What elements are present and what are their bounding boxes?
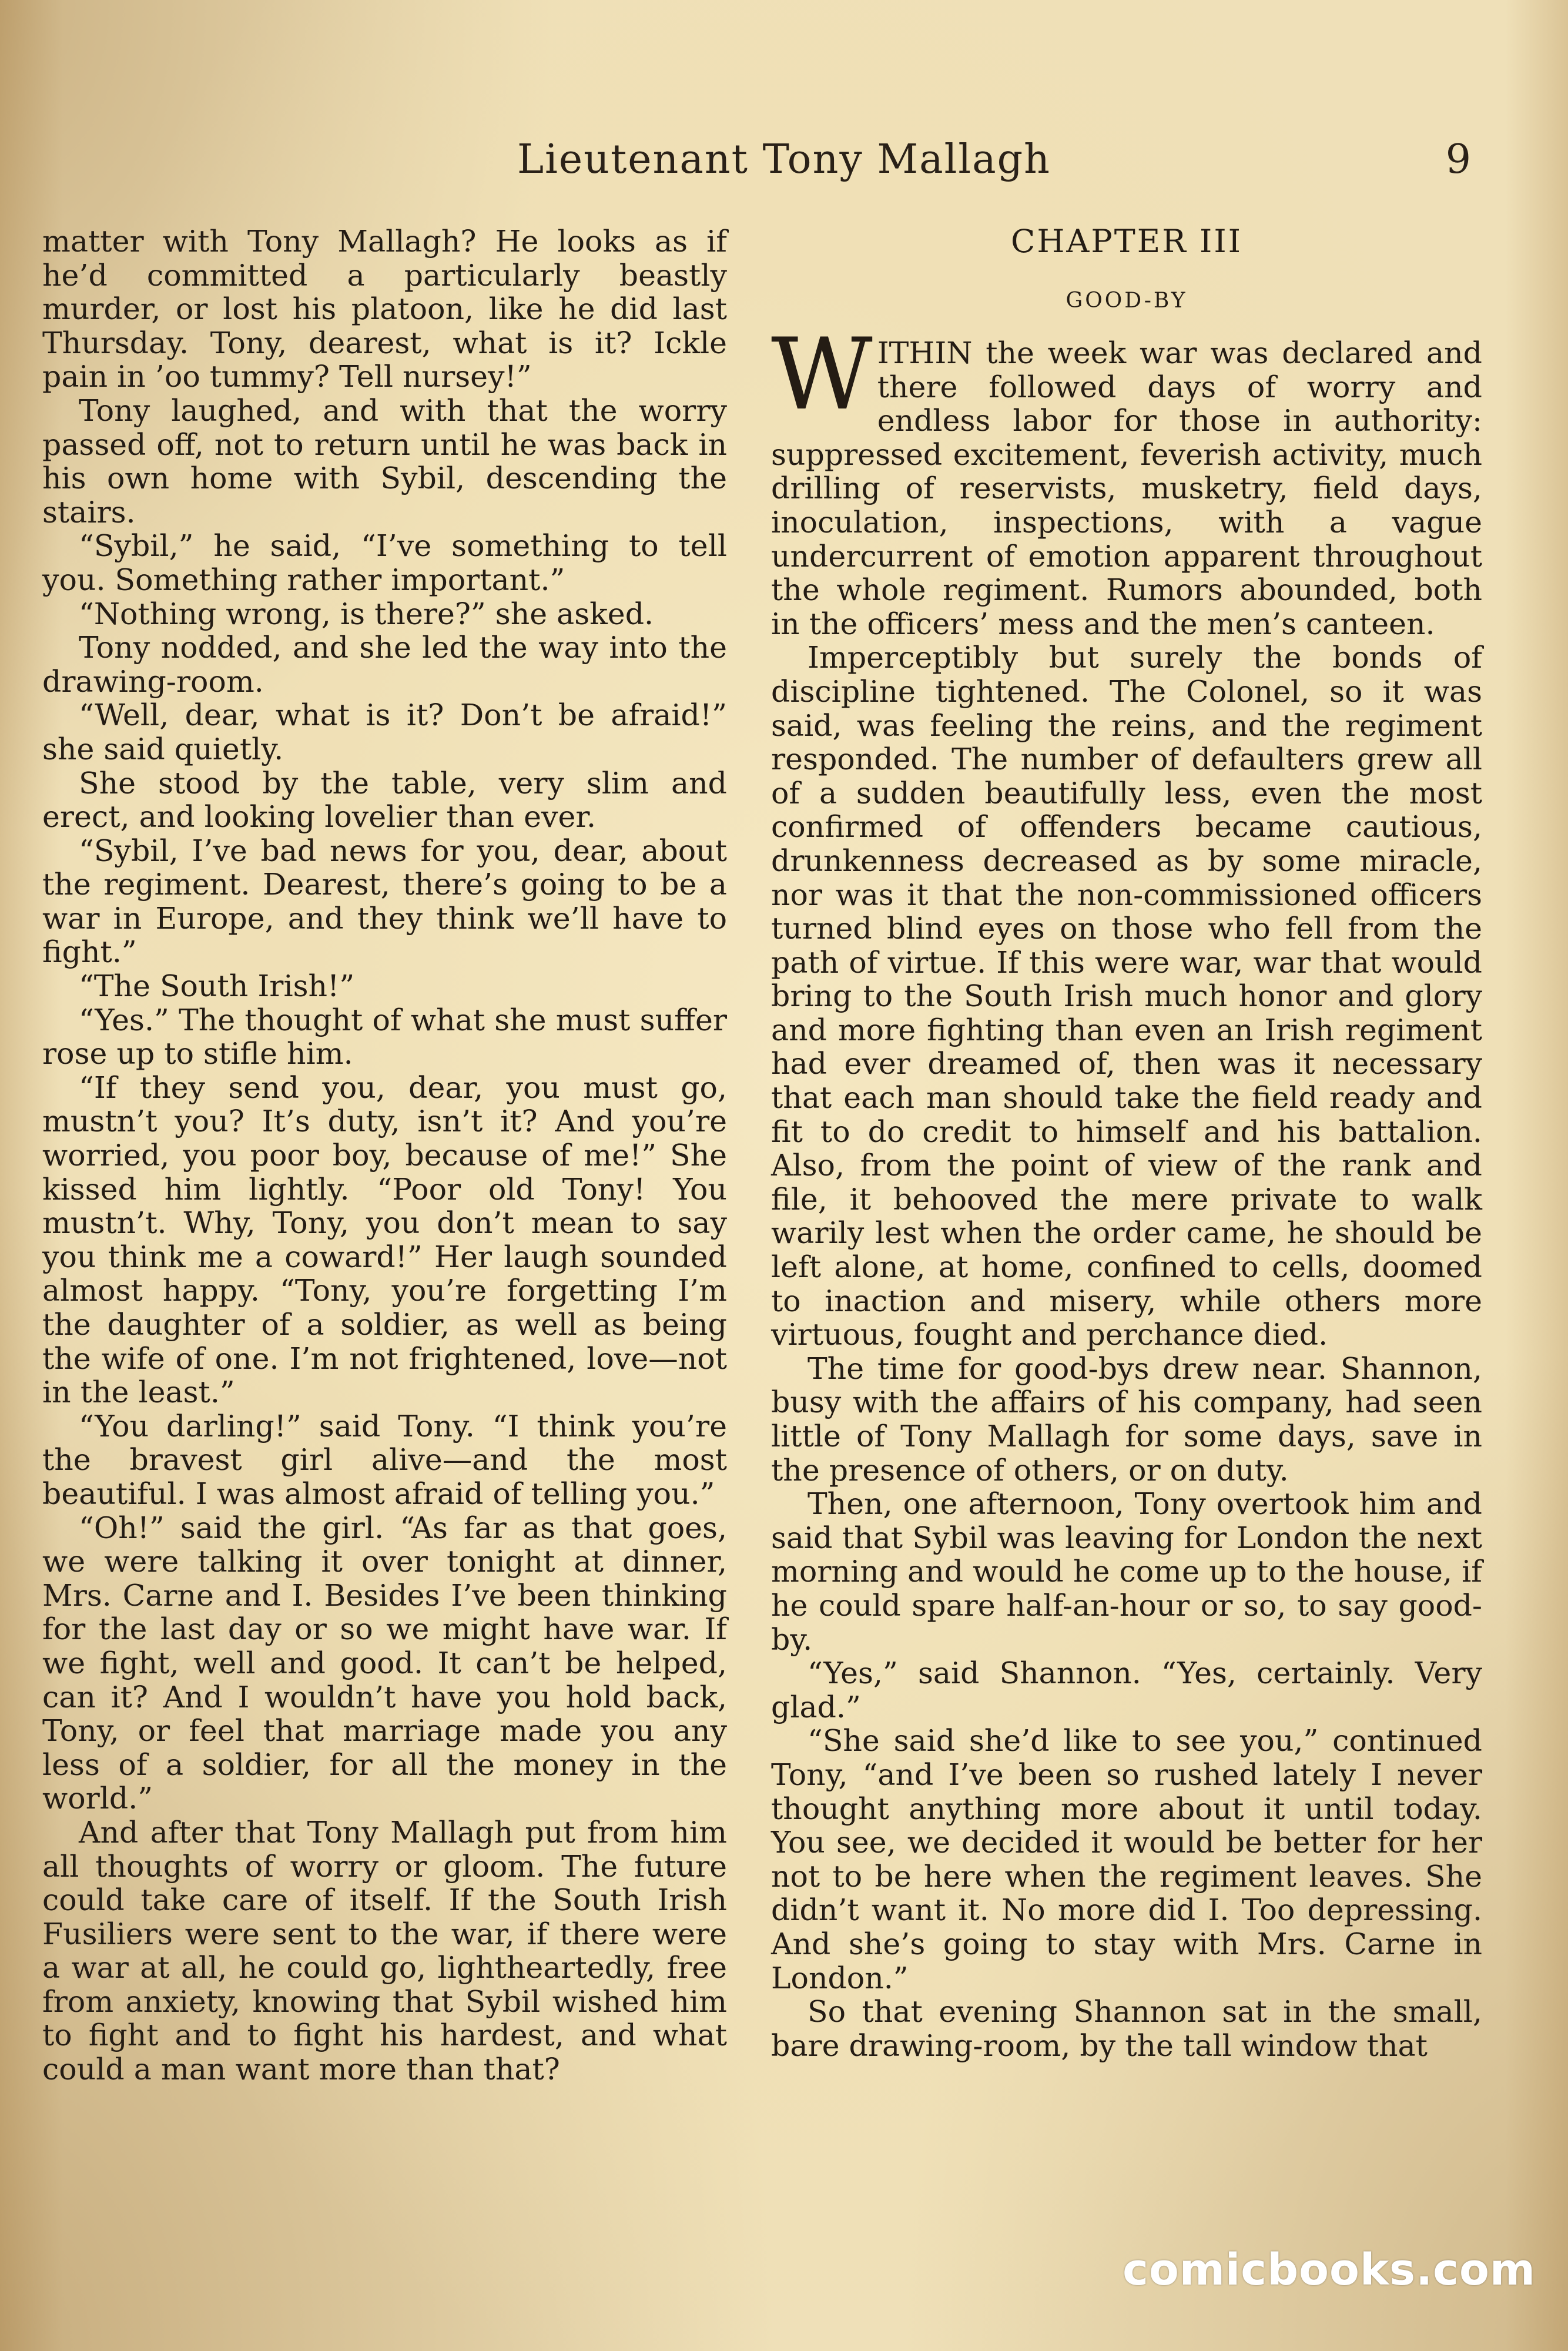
- paragraph: “Nothing wrong, is there?” she asked.: [79, 596, 654, 631]
- page-header: [0, 136, 1568, 195]
- paragraph: Tony laughed, and with that the worry passed off, not to return until he was back in his own home with Sybil, descending the stairs.: [42, 393, 727, 530]
- paragraph: The time for good-bys drew near. Shannon, busy with the affairs of his company, had seen little of Tony Mallagh for some days, save in the presence of others, or on duty.: [771, 1351, 1482, 1488]
- chapter-subtitle: GOOD-BY: [1066, 289, 1188, 313]
- page-number: 9: [1445, 136, 1471, 183]
- paragraph: “You darling!” said Tony. “I think you’re the bravest girl alive—and the most beautiful. I was almost afraid of telling you.”: [42, 1408, 727, 1511]
- paragraph: Then, one afternoon, Tony overtook him and said that Sybil was leaving for London the next morning and would he come up to the house, if he could spare half-an-hour or so, to say good-by.: [771, 1486, 1482, 1657]
- paragraph: “If they send you, dear, you must go, mustn’t you? It’s duty, isn’t it? And you’re worried, you poor boy, because of me!” She kissed him lightly. “Poor old Tony! You mustn’t. Why, Tony, you don’t mean to say you think me a coward!” Her laugh sounded almost happy. “Tony, you’re forgetting I’m the daughter of a soldier, as well as being the wife of one. I’m not frightened, love—not in the least.”: [42, 1070, 727, 1410]
- paragraph: “Well, dear, what is it? Don’t be afraid!” she said quietly.: [42, 698, 727, 766]
- watermark: comicbooks.com: [1123, 2245, 1536, 2295]
- opening-paragraph: [771, 317, 1482, 641]
- chapter-heading: CHAPTER III: [1011, 223, 1242, 260]
- paragraph: “Yes.” The thought of what she must suffer rose up to stifle him.: [42, 1002, 727, 1071]
- paragraph: So that evening Shannon sat in the small, bare drawing-room, by the tall window that: [771, 1994, 1482, 2063]
- paragraph: “The South Irish!”: [79, 969, 355, 1004]
- paragraph: Imperceptibly but surely the bonds of discipline tightened. The Colonel, so it was said, was feeling the reins, and the regiment responded. The number of defaulters grew all of a sudden beautifully less, even the most confirmed of offenders became cautious, drunkenness decreased as by some miracle, nor was it that the non-commissioned officers turned blind eyes on those who fell from the path of virtue. If this were war, war that would bring to the South Irish much honor and glory and more fighting than even an Irish regiment had ever dreamed of, then was it necessary that each man should take the field ready and fit to do credit to himself and his battalion. Also, from the point of view of the rank and file, it behooved the mere private to walk warily lest when the order came, he should be left alone, at home, confined to cells, doomed to inaction and misery, while others more virtuous, fought and perchance died.: [771, 640, 1482, 1352]
- right-column: [771, 225, 1482, 2062]
- left-column: [42, 225, 727, 2087]
- paragraph: “Oh!” said the girl. “As far as that goes, we were talking it over tonight at dinner, Mrs. Carne and I. Besides I’ve been thinking for the last day or so we might have war. If we fight, well and good. It can’t be helped, can it? And I wouldn’t have you hold back, Tony, or feel that marriage made you any less of a soldier, for all the money in the world.”: [42, 1510, 727, 1816]
- paragraph: “She said she’d like to see you,” continued Tony, “and I’ve been so rushed lately I never thought anything more about it until today. You see, we decided it would be better for her not to be here when the regiment leaves. She didn’t want it. No more did I. Too depressing. And she’s going to stay with Mrs. Carne in London.”: [771, 1723, 1482, 1995]
- paragraph: matter with Tony Mallagh? He looks as if he’d committed a particularly beastly murder, or lost his platoon, like he did last Thursday. Tony, dearest, what is it? Ickle pain in ’oo tummy? Tell nursey!”: [42, 224, 727, 394]
- paragraph: “Sybil, I’ve bad news for you, dear, about the regiment. Dearest, there’s going to be a war in Europe, and they think we’ll have to fight.”: [42, 833, 727, 970]
- paragraph: Tony nodded, and she led the way into the drawing-room.: [42, 630, 727, 699]
- paragraph: She stood by the table, very slim and erect, and looking lovelier than ever.: [42, 765, 727, 835]
- paragraph: “Sybil,” he said, “I’ve something to tell you. Something rather important.”: [42, 528, 727, 597]
- running-title: Lieutenant Tony Mallagh: [517, 136, 1051, 183]
- opening-paragraph-text: ITHIN the week war was declared and there followed days of worry and endless labor for those in authority: suppressed excitement, feverish activity, much drilling of reservists, musketry, field days, inoculation, inspections, with a vague undercurrent of emotion apparent throughout the whole regiment. Rumors abounded, both in the officers’ mess and the men’s canteen.: [771, 336, 1482, 641]
- paragraph: “Yes,” said Shannon. “Yes, certainly. Very glad.”: [771, 1656, 1482, 1724]
- paragraph: And after that Tony Mallagh put from him all thoughts of worry or gloom. The future could take care of itself. If the South Irish Fusiliers were sent to the war, if there were a war at all, he could go, lightheartedly, free from anxiety, knowing that Sybil wished him to fight and to fight his hardest, and what could a man want more than that?: [42, 1814, 727, 2087]
- drop-cap: W: [771, 317, 873, 432]
